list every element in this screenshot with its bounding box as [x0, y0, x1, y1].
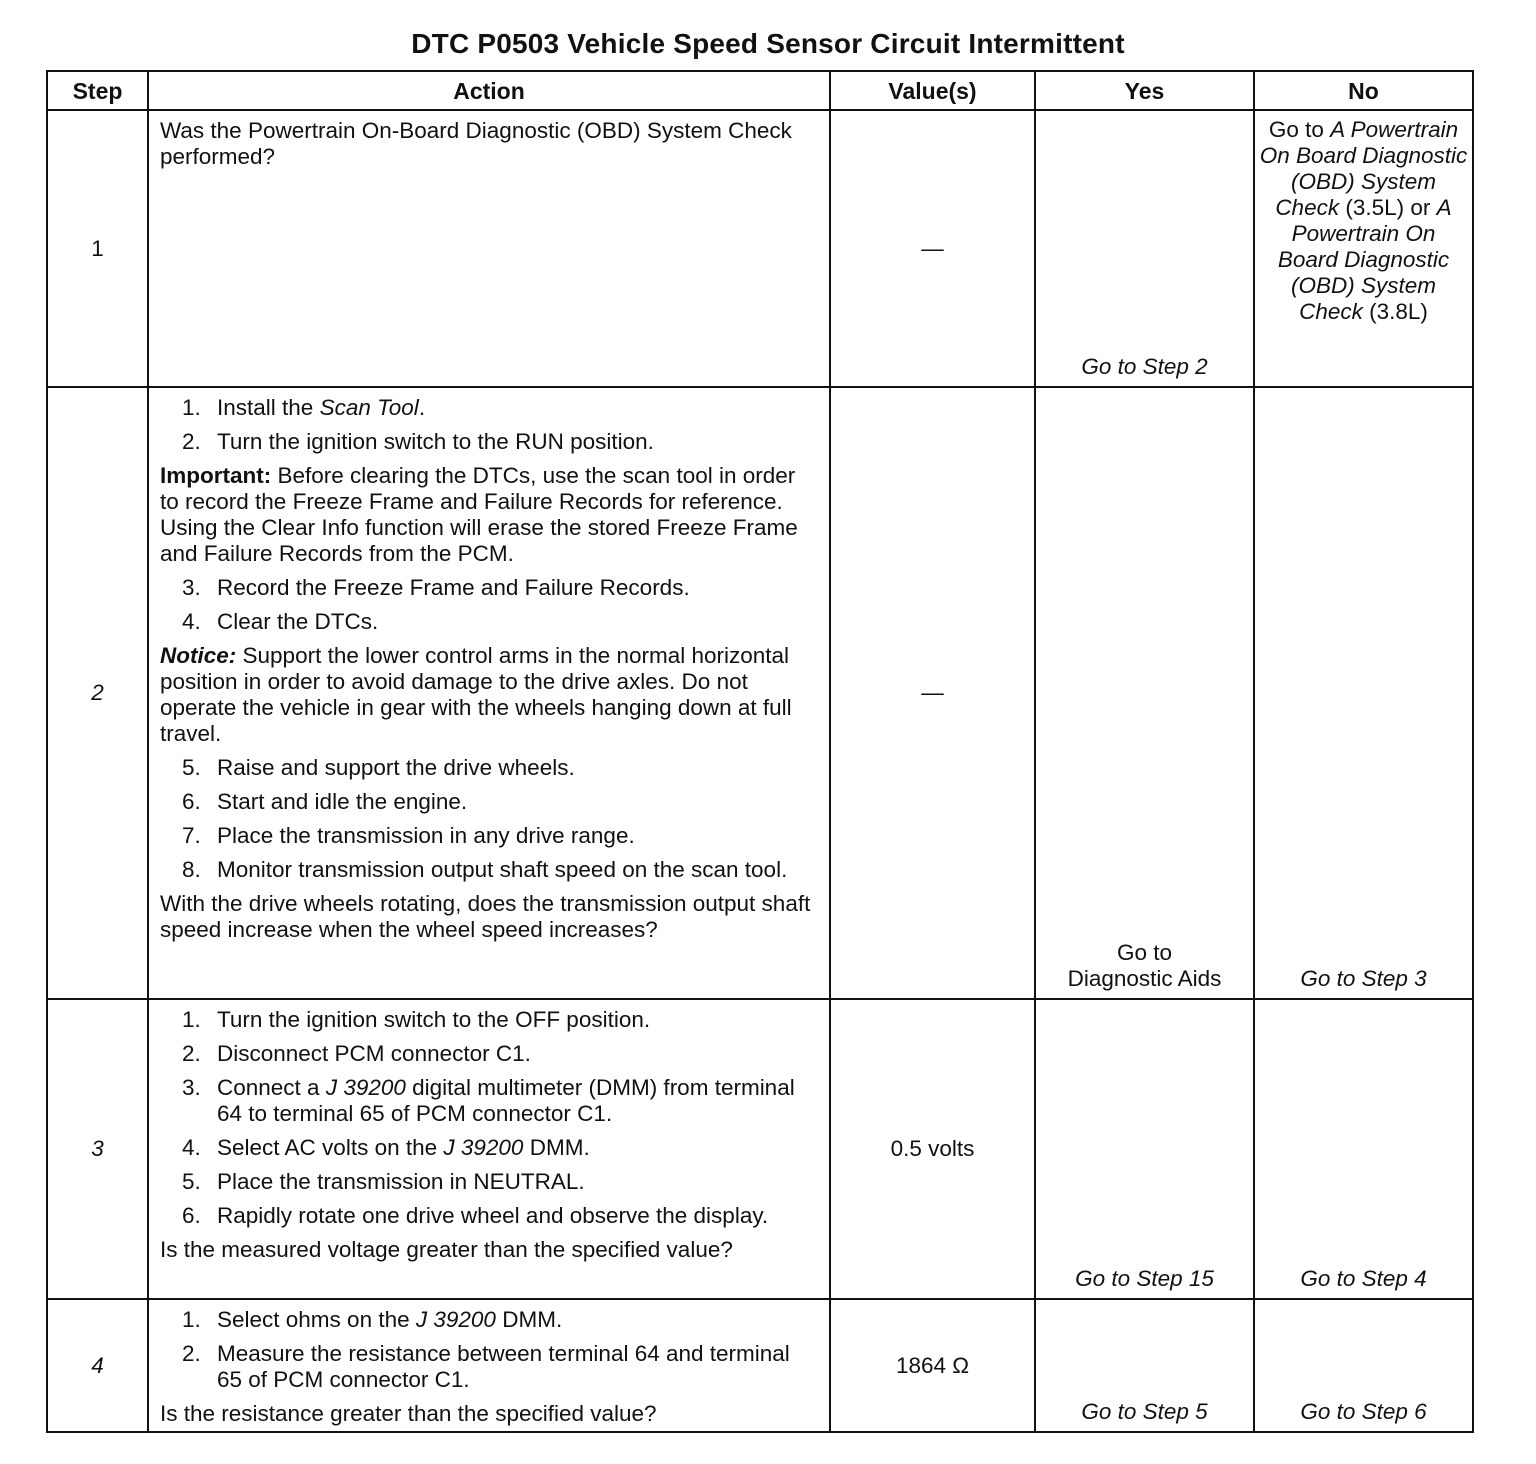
list-item [160, 609, 819, 635]
list-item [160, 575, 819, 601]
list-text: Place the transmission in any drive range. [217, 823, 635, 848]
list-text-end: DMM. [495, 1307, 563, 1332]
list-item [160, 1075, 819, 1127]
list-item [160, 395, 819, 421]
value-cell: 0.5 volts [830, 999, 1035, 1299]
no-engine-3-8l: (3.8L) [1369, 299, 1428, 324]
scan-tool-term: Scan Tool [319, 395, 419, 420]
table-header-row [47, 71, 1473, 110]
yes-cell [1035, 999, 1254, 1299]
step-number: 1 [47, 110, 148, 387]
list-text: Select AC volts on the [217, 1135, 444, 1160]
list-text-end: DMM. [523, 1135, 590, 1160]
list-number: 3. [182, 575, 201, 600]
list-text: Place the transmission in NEUTRAL. [217, 1169, 585, 1194]
no-link-obd-check-3-8l[interactable]: A Powertrain On Board Diagnostic (OBD) System Check [1277, 195, 1452, 324]
value-cell: 1864 Ω [830, 1299, 1035, 1432]
list-number: 4. [182, 1135, 201, 1160]
header-no: No [1254, 71, 1473, 110]
notice-note [160, 643, 819, 747]
no-go-to-step-4[interactable]: Go to Step 4 [1300, 1266, 1427, 1291]
list-text: Select ohms on the [217, 1307, 416, 1332]
list-number: 2. [182, 429, 201, 454]
list-text: Turn the ignition switch to the OFF position. [217, 1007, 651, 1032]
value-cell: — [830, 387, 1035, 999]
tool-number: J 39200 [443, 1135, 524, 1160]
yes-cell [1035, 1299, 1254, 1432]
no-cell [1254, 110, 1473, 387]
important-label: Important: [160, 463, 272, 488]
list-text-end: . [418, 395, 426, 420]
list-item [160, 1135, 819, 1161]
step-number: 3 [47, 999, 148, 1299]
list-item [160, 1307, 819, 1333]
table-row-step-4 [47, 1299, 1473, 1432]
value-cell: — [830, 110, 1035, 387]
yes-go-to-label: Go to [1116, 940, 1173, 965]
list-item [160, 823, 819, 849]
procedure-list [160, 1007, 819, 1229]
no-cell [1254, 1299, 1473, 1432]
table-row-step-2 [47, 387, 1473, 999]
no-go-to-step-3[interactable]: Go to Step 3 [1300, 966, 1427, 991]
list-number: 4. [182, 609, 201, 634]
step-number: 2 [47, 387, 148, 999]
no-engine-3-5l: (3.5L) or [1345, 195, 1431, 220]
list-item [160, 755, 819, 781]
tool-number: J 39200 [415, 1307, 496, 1332]
list-item [160, 1203, 819, 1229]
procedure-list [160, 1307, 819, 1393]
list-text: Record the Freeze Frame and Failure Records. [217, 575, 690, 600]
procedure-list [160, 575, 819, 635]
yes-cell [1035, 110, 1254, 387]
header-step: Step [47, 71, 148, 110]
page-title: DTC P0503 Vehicle Speed Sensor Circuit Intermittent [411, 28, 1125, 59]
table-row-step-1 [47, 110, 1473, 387]
list-number: 1. [182, 395, 201, 420]
yes-go-to-step-5[interactable]: Go to Step 5 [1081, 1399, 1208, 1424]
list-text: Monitor transmission output shaft speed on the scan tool. [217, 857, 788, 882]
list-number: 1. [182, 1307, 201, 1332]
list-number: 2. [182, 1341, 201, 1366]
yes-cell [1035, 387, 1254, 999]
yes-link-diagnostic-aids[interactable]: Diagnostic Aids [1067, 966, 1222, 991]
list-text: Rapidly rotate one drive wheel and observe the display. [217, 1203, 769, 1228]
table-row-step-3 [47, 999, 1473, 1299]
list-number: 7. [182, 823, 201, 848]
list-item [160, 1041, 819, 1067]
list-item [160, 789, 819, 815]
action-cell [148, 1299, 830, 1432]
yes-go-to-step-15[interactable]: Go to Step 15 [1075, 1266, 1214, 1291]
list-number: 3. [182, 1075, 201, 1100]
header-yes: Yes [1035, 71, 1254, 110]
action-question: Was the Powertrain On-Board Diagnostic (OBD) System Check performed? [160, 118, 792, 169]
list-text: Install the [217, 395, 320, 420]
list-text: Connect a [217, 1075, 326, 1100]
diagnostic-table [46, 70, 1474, 1433]
list-number: 6. [182, 1203, 201, 1228]
list-number: 1. [182, 1007, 201, 1032]
list-text-end: digital multimeter (DMM) from terminal 64 to terminal 65 of PCM connector C1. [217, 1075, 795, 1126]
procedure-list [160, 755, 819, 883]
list-text: Start and idle the engine. [217, 789, 468, 814]
important-note [160, 463, 819, 567]
list-text: Clear the DTCs. [217, 609, 379, 634]
list-text: Measure the resistance between terminal 64 and terminal 65 of PCM connector C1. [217, 1341, 790, 1392]
no-link-obd-check-3-5l[interactable]: A Powertrain On Board Diagnostic (OBD) System Check [1259, 117, 1468, 220]
header-value: Value(s) [830, 71, 1035, 110]
action-question: Is the resistance greater than the specified value? [160, 1401, 657, 1426]
action-cell [148, 110, 830, 387]
list-text: Disconnect PCM connector C1. [217, 1041, 531, 1066]
list-number: 5. [182, 755, 201, 780]
no-cell [1254, 387, 1473, 999]
no-go-to-step-6[interactable]: Go to Step 6 [1300, 1399, 1427, 1424]
procedure-list [160, 395, 819, 455]
action-cell [148, 387, 830, 999]
yes-go-to-step-2[interactable]: Go to Step 2 [1081, 354, 1208, 379]
list-text: Raise and support the drive wheels. [217, 755, 575, 780]
important-text: Before clearing the DTCs, use the scan tool in order to record the Freeze Frame and Failure Records for reference. Using the Clear Info function will erase the stored Freeze Frame and Failure Records from the PCM. [160, 463, 798, 566]
list-number: 8. [182, 857, 201, 882]
list-number: 6. [182, 789, 201, 814]
action-question: With the drive wheels rotating, does the transmission output shaft speed increase when the wheel speed increases? [160, 891, 811, 942]
notice-label: Notice: [160, 643, 237, 668]
notice-text: Support the lower control arms in the normal horizontal position in order to avoid damage to the drive axles. Do not operate the vehicle in gear with the wheels hanging down at full travel. [160, 643, 792, 746]
no-go-to-label: Go to [1268, 117, 1324, 142]
list-number: 2. [182, 1041, 201, 1066]
action-question: Is the measured voltage greater than the specified value? [160, 1237, 733, 1262]
list-item [160, 857, 819, 883]
no-cell [1254, 999, 1473, 1299]
list-text: Turn the ignition switch to the RUN position. [217, 429, 654, 454]
list-item [160, 1007, 819, 1033]
list-item [160, 1341, 819, 1393]
list-item [160, 1169, 819, 1195]
tool-number: J 39200 [325, 1075, 406, 1100]
action-cell [148, 999, 830, 1299]
step-number: 4 [47, 1299, 148, 1432]
list-item [160, 429, 819, 455]
header-action: Action [148, 71, 830, 110]
list-number: 5. [182, 1169, 201, 1194]
